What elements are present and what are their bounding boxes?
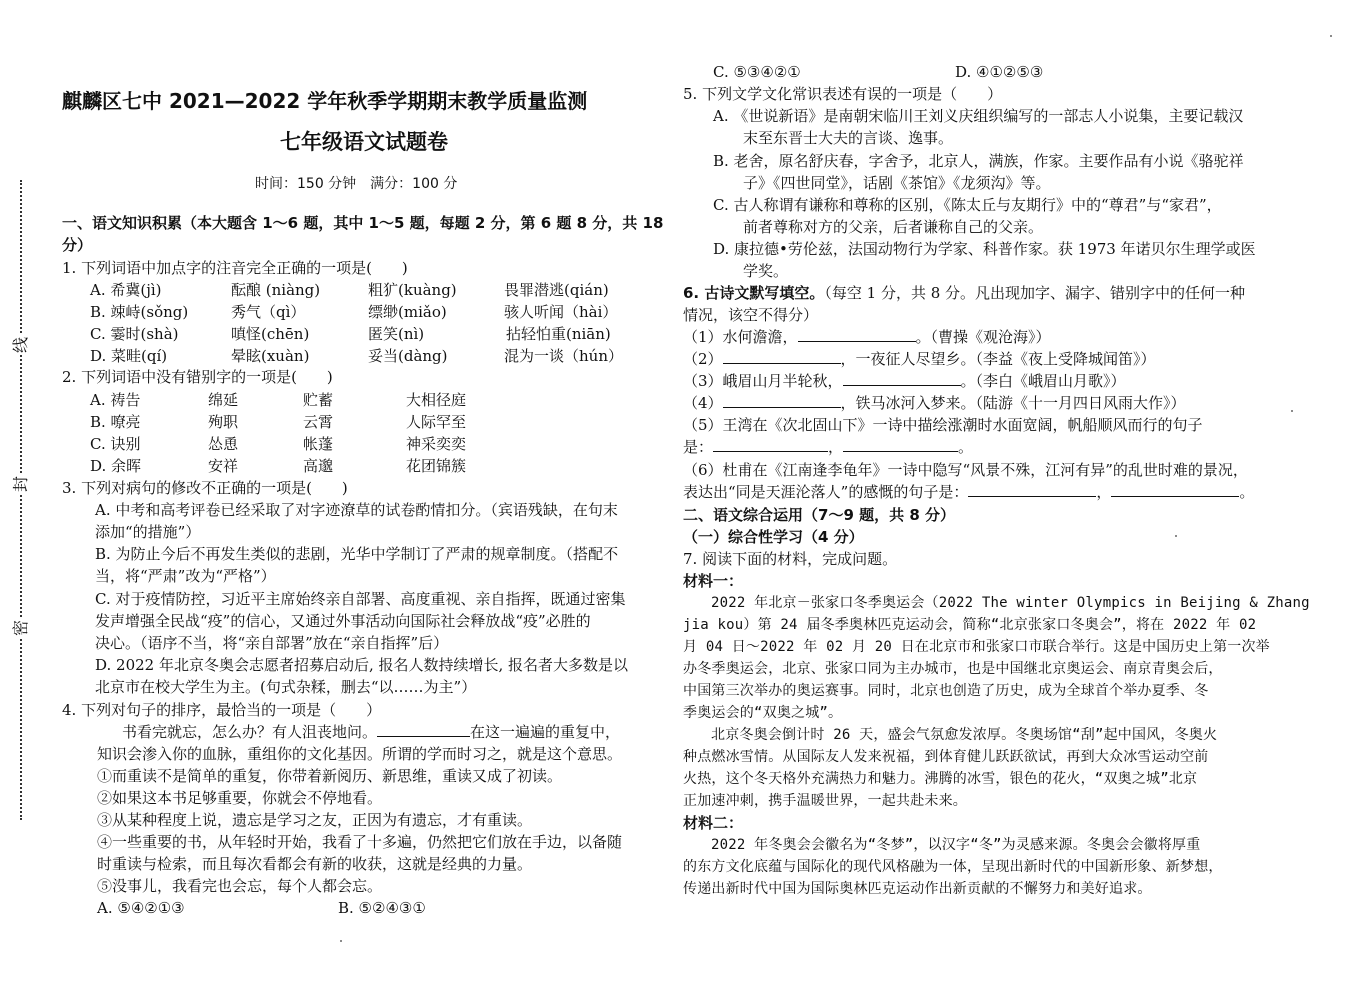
q6-stem (683, 282, 1245, 304)
material1-line: 正加速冲刺，携手温暖世界，一起共赴未来。 (683, 793, 967, 809)
q5-line: 末至东晋士大夫的言谈、逸事。 (743, 129, 954, 147)
q6-stem-rules: （每空 1 分，共 8 分。凡出现加字、漏字、错别字中的任何一种 (824, 284, 1246, 302)
material1-line: 办冬季奥运会，北京、张家口同为主办城市，也是中国继北京奥运会、南京青奥会后， (683, 661, 1223, 677)
q4-passage-post: 在这一遍遍的重复中， (470, 723, 621, 741)
q5-stem: 5. 下列文学文化常识表述有误的一项是（ ） (683, 85, 1003, 103)
q6-item-1 (683, 326, 1051, 348)
q6-item-4-blank[interactable] (723, 393, 841, 408)
q6-stem-title: 6. 古诗文默写填空。 (683, 284, 825, 302)
section1-heading-cont: 分） (62, 236, 93, 254)
q1-d-3: 妥当(dàng) (368, 347, 448, 365)
material2-line: 2022 年冬奥会会徽名为“冬梦”，以汉字“冬”为灵感来源。冬奥会会徽将厚重 (711, 837, 1201, 853)
q6-item-5: （5）王湾在《次北固山下》一诗中描绘涨潮时水面宽阔，帆船顺风而行的句子 (683, 416, 1203, 434)
q6-item-4-post: ，铁马冰河入梦来。（陆游《十一月四日风雨大作》） (840, 394, 1186, 412)
q2-b-3: 云霄 (303, 413, 334, 431)
q1-stem: 1. 下列词语中加点字的注音完全正确的一项是( ) (62, 259, 408, 277)
q6-item-5-blank-a[interactable] (713, 437, 828, 452)
q3-line: C. 对于疫情防控，习近平主席始终亲自部署、高度重视、亲自指挥，既通过密集 (95, 590, 626, 608)
margin-mark-mi: 密 (11, 620, 30, 637)
q2-a-4: 大相径庭 (406, 391, 467, 409)
q1-d-2: 晕眩(xuàn) (231, 347, 310, 365)
q3-line: D. 2022 年北京冬奥会志愿者招募启动后, 报名人数持续增长, 报名者大多数是以 (95, 656, 629, 674)
q4-sentence: 时重读与检索，而且每次看都会有新的收获，这就是经典的力量。 (97, 855, 533, 873)
material2-line: 的东方文化底蕴与国际化的现代风格融为一体，呈现出新时代的中国新形象、新梦想， (683, 859, 1223, 875)
q1-b-4: 骇人听闻（hài） (504, 303, 618, 321)
q7-stem: 7. 阅读下面的材料，完成问题。 (683, 550, 898, 568)
section2-subheading: （一）综合性学习（4 分） (683, 528, 864, 546)
q6-item-2-blank[interactable] (723, 349, 841, 364)
material1-line: jia kou）第 24 届冬季奥林匹克运动会，简称“北京张家口冬奥会”，将在 2022 年 02 (683, 617, 1257, 633)
q2-c-3: 帐蓬 (303, 435, 334, 453)
q3-line: 当，将“严肃”改为“严格”） (95, 567, 276, 585)
q1-b-1: B. 竦峙(sǒng) (90, 303, 189, 321)
q1-c-2: 嗔怪(chēn) (231, 325, 310, 343)
q6-item-6-answer: 表达出“同是天涯沦落人”的感慨的句子是： ， 。 (683, 483, 1255, 501)
q4-stem: 4. 下列对句子的排序，最恰当的一项是（ ） (62, 701, 382, 719)
q6-item-3-pre: （3）峨眉山月半轮秋， (683, 372, 843, 390)
q3-line: 北京市在校大学生为主。(句式杂糅，删去“以……为主”） (95, 678, 477, 696)
q2-d-4: 花团锦簇 (406, 457, 467, 475)
q6-item-6: （6）杜甫在《江南逢李龟年》一诗中隐写“风景不殊，江河有异”的乱世时难的景况， (683, 461, 1248, 479)
q6-item-3-blank[interactable] (843, 371, 961, 386)
q2-stem: 2. 下列词语中没有错别字的一项是( ) (62, 368, 333, 386)
q6-item-3-post: 。（李白《峨眉山月歌》） (960, 372, 1126, 390)
material2-line: 传递出新时代中国为国际奥林匹克运动作出新贡献的不懈努力和美好追求。 (683, 881, 1152, 897)
margin-mark-feng: 封 (11, 476, 30, 493)
scan-speck (1291, 410, 1293, 412)
material1-line: 火热，这个冬天格外充满热力和魅力。沸腾的冰雪，银色的花火，“双奥之城”北京 (683, 771, 1198, 787)
section1-heading: 一、语文知识积累（本大题含 1～6 题，其中 1～5 题，每题 2 分，第 6 题 8 分，共 18 (62, 214, 664, 232)
q6-item-6-blank-b[interactable] (1111, 482, 1239, 497)
q2-b-2: 殉职 (208, 413, 239, 431)
q2-a-3: 贮蓄 (303, 391, 334, 409)
q6-item-4 (683, 392, 1186, 414)
q4-passage-pre: 书看完就忘，怎么办？有人沮丧地问。 (122, 723, 378, 741)
q2-b-1: B. 嘹亮 (90, 413, 141, 431)
q6-item-5-blank-b[interactable] (843, 437, 958, 452)
q3-line: 发声增强全民战“疫”的信心，又通过外事活动向国际社会释放战“疫”必胜的 (95, 612, 591, 630)
q6-item-5-pre: 是： (683, 438, 714, 456)
q4-option-b: B. ⑤②④③① (338, 899, 426, 917)
q1-a-4: 畏罪潜逃(qián) (504, 281, 609, 299)
q3-line: B. 为防止今后不再发生类似的悲剧，光华中学制订了严肃的规章制度。（搭配不 (95, 545, 619, 563)
q2-c-4: 神采奕奕 (406, 435, 467, 453)
q6-item-5-answer: 是： ， 。 (683, 438, 974, 456)
q6-item-6-blank-a[interactable] (968, 482, 1096, 497)
material1-line: 季奥运会的“双奥之城”。 (683, 705, 843, 721)
q2-a-2: 绵延 (208, 391, 239, 409)
exam-subtitle: 七年级语文试题卷 (280, 130, 448, 154)
exam-meta: 时间：150 分钟 满分：100 分 (255, 176, 458, 192)
q6-item-1-post: 。（曹操《观沧海》） (915, 328, 1051, 346)
q6-item-2-post: ，一夜征人尽望乡。（李益《夜上受降城闻笛》） (840, 350, 1156, 368)
q1-b-2: 秀气（qì） (231, 303, 306, 321)
q2-c-2: 怂恿 (208, 435, 239, 453)
q5-line: A. 《世说新语》是南朝宋临川王刘义庆组织编写的一部志人小说集，主要记载汉 (713, 107, 1244, 125)
material1-label: 材料一： (683, 572, 744, 590)
material2-label: 材料二： (683, 814, 744, 832)
q4-answer-blank[interactable] (377, 722, 470, 737)
q6-item-2 (683, 348, 1156, 370)
q1-a-3: 粗犷(kuàng) (368, 281, 457, 299)
q4-sentence: ②如果这本书足够重要，你就会不停地看。 (97, 789, 383, 807)
q1-c-1: C. 霎时(shà) (90, 325, 179, 343)
q3-line: A. 中考和高考评卷已经采取了对字迹潦草的试卷酌情扣分。（宾语残缺，在句末 (95, 501, 618, 519)
material1-line: 月 04 日～2022 年 02 月 20 日在北京市和张家口市联合举行。这是中国历史上第一次举 (683, 639, 1270, 655)
q4-option-c: C. ⑤③④②① (713, 63, 801, 81)
scan-speck (1175, 535, 1177, 537)
q5-line: D. 康拉德•劳伦兹，法国动物行为学家、科普作家。获 1973 年诺贝尔生理学或医 (713, 240, 1256, 258)
material1-line: 北京冬奥会倒计时 26 天，盛会气氛愈发浓厚。冬奥场馆“刮”起中国风，冬奥火 (711, 727, 1218, 743)
q4-passage-line1 (122, 721, 620, 743)
q5-line: 学奖。 (743, 262, 789, 280)
q4-sentence: ③从某种程度上说，遗忘是学习之友，正因为有遗忘，才有重读。 (97, 811, 533, 829)
q1-c-3: 匿笑(nì) (368, 325, 425, 343)
q2-c-1: C. 诀别 (90, 435, 141, 453)
q4-sentence: ④一些重要的书，从年轻时开始，我看了十多遍，仍然把它们放在手边，以备随 (97, 833, 623, 851)
q2-b-4: 人际罕至 (406, 413, 467, 431)
q5-line: 前者尊称对方的父亲，后者谦称自己的父亲。 (743, 218, 1044, 236)
q4-option-d: D. ④①②⑤③ (955, 63, 1044, 81)
q3-line: 添加“的措施”） (95, 523, 201, 541)
q4-option-a: A. ⑤④②①③ (97, 899, 185, 917)
q2-d-1: D. 余晖 (90, 457, 142, 475)
material1-line: 2022 年北京－张家口冬季奥运会（2022 The winter Olympics in Beijing & Zhang (711, 595, 1310, 611)
material1-line: 种点燃冰雪情。从国际友人发来祝福，到体育健儿跃跃欲试，再到大众冰雪运动空前 (683, 749, 1209, 765)
scan-speck (1330, 35, 1332, 37)
q4-sentence: ⑤没事儿，我看完也会忘，每个人都会忘。 (97, 877, 383, 895)
scan-speck (340, 940, 342, 942)
q6-item-1-blank[interactable] (798, 327, 916, 342)
q4-sentence: ①而重读不是简单的重复，你带着新阅历、新思维，重读又成了初读。 (97, 767, 563, 785)
q1-a-1: A. 希冀(jì) (90, 281, 162, 299)
exam-title: 麒麟区七中 2021—2022 学年秋季学期期末教学质量监测 (62, 89, 588, 113)
q1-c-4: 拈轻怕重(niān) (506, 325, 611, 343)
q4-passage-line2: 知识会渗入你的血脉，重组你的文化基因。所谓的学而时习之，就是这个意思。 (97, 745, 623, 763)
q6-item-1-pre: （1）水何澹澹， (683, 328, 798, 346)
section2-heading: 二、语文综合运用（7～9 题，共 8 分） (683, 506, 955, 524)
q3-stem: 3. 下列对病句的修改不正确的一项是( ) (62, 479, 348, 497)
q6-item-3 (683, 370, 1126, 392)
q6-stem-cont: 情况，该空不得分） (683, 306, 819, 324)
q2-d-2: 安祥 (208, 457, 239, 475)
q6-item-6-pre: 表达出“同是天涯沦落人”的感慨的句子是： (683, 483, 969, 501)
q1-a-2: 酝酿 (niàng) (231, 281, 321, 299)
q1-d-1: D. 菜畦(qí) (90, 347, 168, 365)
q2-a-1: A. 祷告 (90, 391, 141, 409)
q1-b-3: 缥缈(miǎo) (368, 303, 447, 321)
q5-line: 子》《四世同堂》，话剧《茶馆》《龙须沟》等。 (743, 174, 1051, 192)
q5-line: B. 老舍，原名舒庆春，字舍予，北京人，满族，作家。主要作品有小说《骆驼祥 (713, 152, 1244, 170)
q3-line: 决心。（语序不当，将“亲自部署”放在“亲自指挥”后） (95, 634, 449, 652)
q6-item-2-pre: （2） (683, 350, 723, 368)
q2-d-3: 高邈 (303, 457, 334, 475)
q5-line: C. 古人称谓有谦称和尊称的区别，《陈太丘与友期行》中的“尊君”与“家君”， (713, 196, 1222, 214)
q6-item-4-pre: （4） (683, 394, 723, 412)
binding-dotted-line (20, 180, 22, 820)
margin-mark-xian: 线 (11, 337, 30, 354)
q1-d-4: 混为一谈（hún） (504, 347, 623, 365)
material1-line: 中国第三次举办的奥运赛事。同时，北京也创造了历史，成为全球首个举办夏季、冬 (683, 683, 1209, 699)
